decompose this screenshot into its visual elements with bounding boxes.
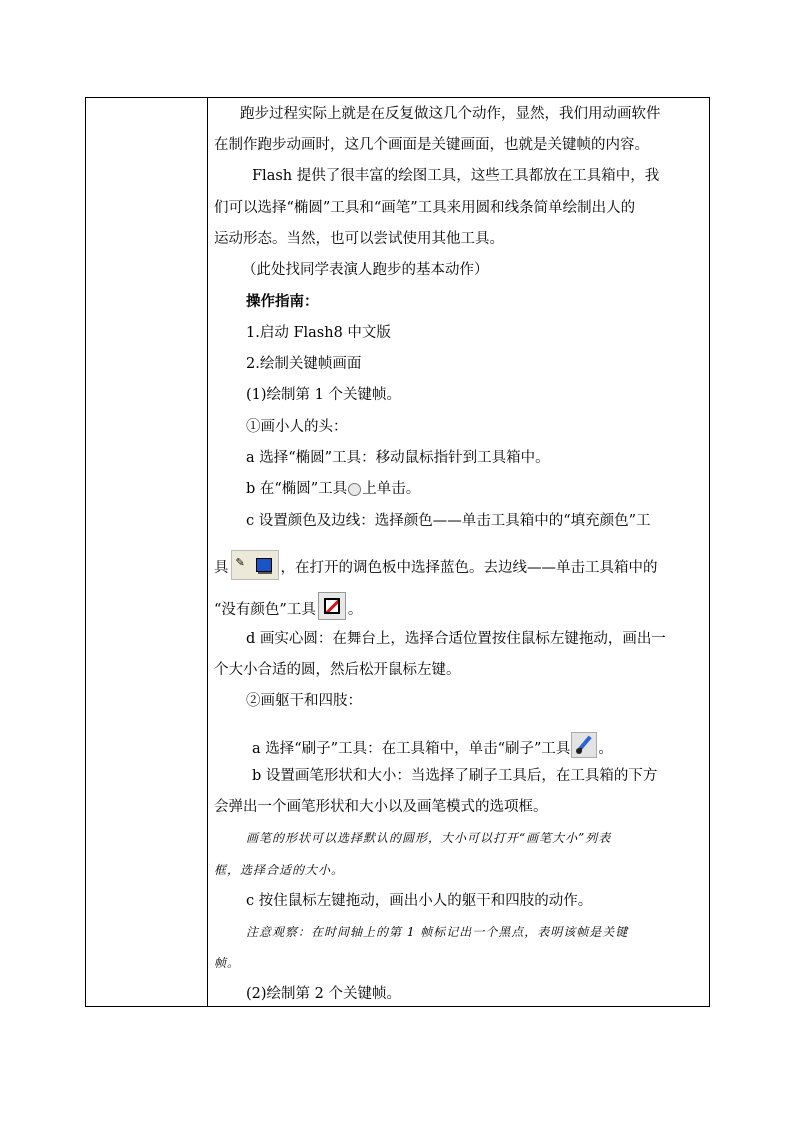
step-item: 2.绘制关键帧画面 <box>246 356 362 372</box>
step-item <box>214 550 658 580</box>
fill-color-icon <box>231 550 279 580</box>
note-text: 框，选择合适的大小。 <box>214 863 345 877</box>
text-segment: 上单击。 <box>362 481 421 497</box>
step-item: (2)绘制第 2 个关键帧。 <box>246 986 401 1002</box>
step-item <box>246 479 420 499</box>
paint-bucket-icon: ✎ <box>235 556 245 569</box>
text-line: 们可以选择“椭圆”工具和“画笔”工具来用圆和线条简单绘制出人的 <box>214 200 636 216</box>
step-item: b 设置画笔形状和大小：当选择了刷子工具后，在工具箱的下方 <box>252 768 658 784</box>
text-segment: 具 <box>214 560 229 576</box>
step-item: 1.启动 Flash8 中文版 <box>246 325 391 341</box>
text-line: 在制作跑步动画时，这几个画面是关键画面，也就是关键帧的内容。 <box>214 137 649 153</box>
step-item <box>252 732 613 759</box>
note-text: 注意观察：在时间轴上的第 1 帧标记出一个黑点，表明该帧是关键 <box>246 925 629 939</box>
note-text: 画笔的形状可以选择默认的圆形，大小可以打开“画笔大小”列表 <box>246 831 612 845</box>
column-divider <box>207 98 208 1006</box>
text-line: （此处找同学表演人跑步的基本动作） <box>242 262 489 278</box>
step-item <box>214 592 362 620</box>
text-line: 运动形态。当然，也可以尝试使用其他工具。 <box>214 231 504 247</box>
step-item: (1)绘制第 1 个关键帧。 <box>246 387 401 403</box>
color-swatch <box>256 558 272 572</box>
no-color-icon <box>318 592 346 620</box>
text-segment: b 在“椭圆”工具 <box>246 481 348 497</box>
step-item: c 按住鼠标左键拖动，画出小人的躯干和四肢的动作。 <box>246 893 593 909</box>
step-item: a 选择“椭圆”工具：移动鼠标指针到工具箱中。 <box>246 450 550 466</box>
step-item: 会弹出一个画笔形状和大小以及画笔模式的选项框。 <box>214 799 548 815</box>
text-line: Flash 提供了很丰富的绘图工具，这些工具都放在工具箱中，我 <box>252 168 660 184</box>
step-item: d 画实心圆：在舞台上，选择合适位置按住鼠标左键拖动，画出一 <box>246 631 666 647</box>
step-item: c 设置颜色及边线：选择颜色——单击工具箱中的“填充颜色”工 <box>246 513 651 529</box>
step-item: ①画小人的头： <box>246 419 348 435</box>
text-line: 跑步过程实际上就是在反复做这几个动作，显然，我们用动画软件 <box>240 106 661 122</box>
text-segment: “没有颜色”工具 <box>214 602 316 618</box>
text-segment: 。 <box>347 602 363 618</box>
brush-tool-icon <box>571 732 597 758</box>
step-item: 个大小合适的圆，然后松开鼠标左键。 <box>214 662 461 678</box>
text-segment: 。 <box>598 741 613 757</box>
text-segment: a 选择“刷子”工具：在工具箱中，单击“刷子”工具 <box>252 741 571 757</box>
text-segment: ，在打开的调色板中选择蓝色。去边线——单击工具箱中的 <box>280 560 658 576</box>
section-heading: 操作指南： <box>246 294 319 310</box>
step-item: ②画躯干和四肢： <box>246 693 362 709</box>
lesson-table <box>85 97 710 1007</box>
note-text: 帧。 <box>214 956 241 970</box>
ellipse-tool-icon <box>348 483 361 496</box>
